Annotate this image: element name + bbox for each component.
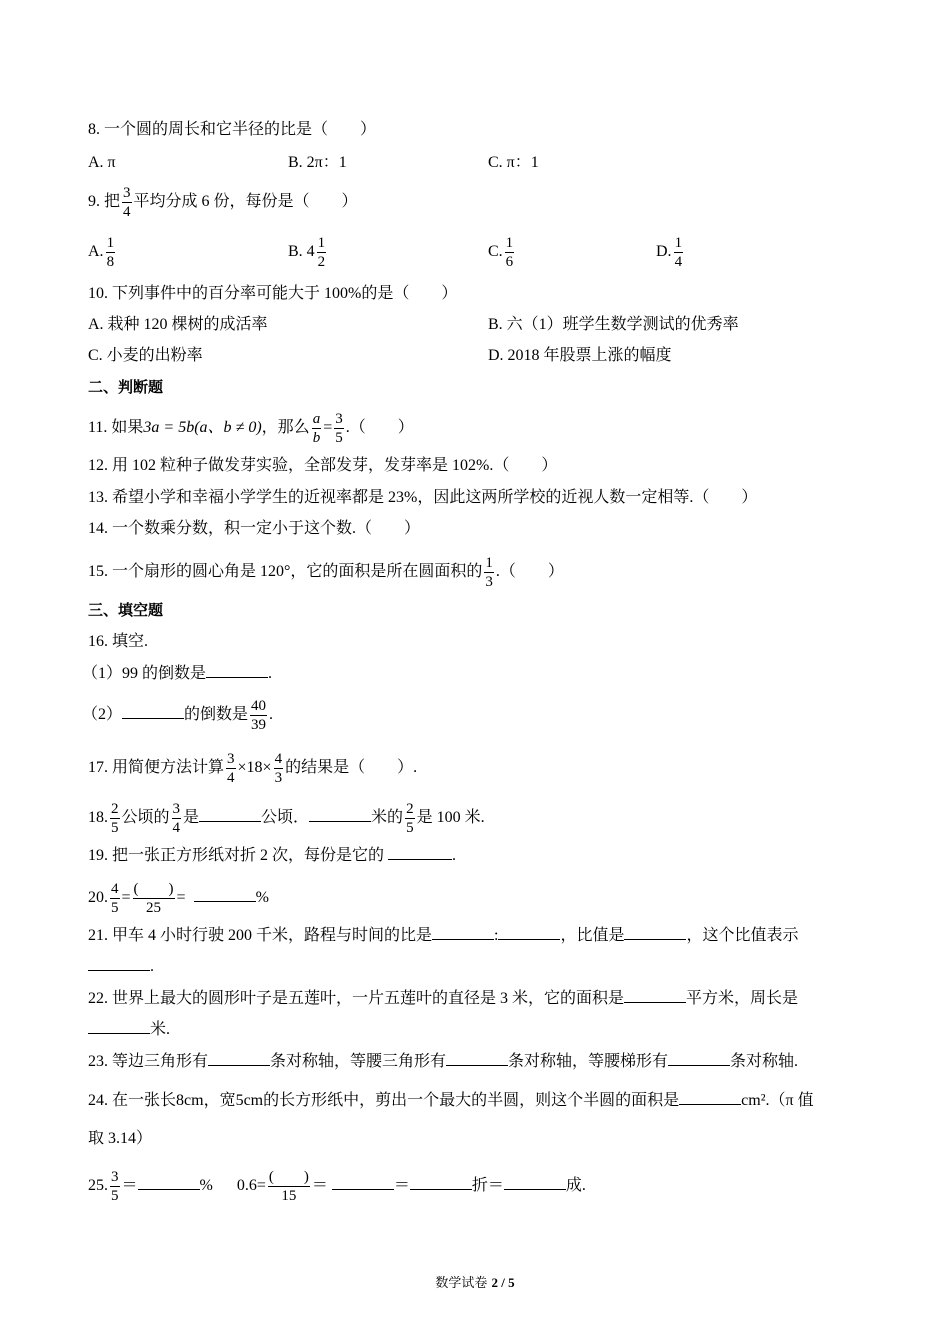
fraction: $\frac{1}{2}$	[317, 235, 326, 270]
question-15: 15. 一个扇形的圆心角是 120°，它的面积是所在圆面积的 $\frac{1}{3}$ .（ ）	[88, 555, 564, 590]
question-14: 14. 一个数乘分数，积一定小于这个数.（ ）	[88, 520, 421, 537]
answer-blank	[208, 1051, 270, 1066]
footer-label: 数学试卷	[435, 1276, 488, 1291]
answer-blank	[504, 1175, 566, 1190]
answer-blank	[624, 925, 686, 940]
fraction: $\frac{( )}{25}$	[133, 881, 174, 916]
page-footer	[0, 1272, 950, 1291]
question-13: 13. 希望小学和幸福小学学生的近视率都是 23%，因此这两所学校的近视人数一定相等.（ ）	[88, 489, 758, 506]
q9-option-c: C. $\frac{1}{6}$	[488, 235, 514, 270]
fraction: $\frac{4}{5}$	[111, 881, 119, 916]
q10-option-c: C. 小麦的出粉率	[88, 347, 203, 364]
question-16-part-2: （2） 的倒数是 $\frac{40}{39}$ .	[82, 698, 274, 733]
answer-blank	[498, 925, 560, 940]
answer-blank	[309, 807, 371, 822]
answer-blank	[122, 704, 184, 719]
fraction: $\frac{3}{4}$	[123, 185, 131, 220]
question-25: 25. $\frac{3}{5}$ ＝ % 0.6= $\frac{( )}{15}$ ＝ ＝ 折＝ 成.	[88, 1169, 586, 1204]
question-22-line-1: 22. 世界上最大的圆形叶子是五莲叶，一片五莲叶的直径是 3 米，它的面积是 平方米，周长是	[88, 990, 799, 1007]
q10-option-b: B. 六（1）班学生数学测试的优秀率	[488, 316, 739, 333]
answer-blank	[410, 1175, 472, 1190]
answer-blank	[679, 1090, 741, 1105]
question-24-line-1: 24. 在一张长8cm，宽5cm的长方形纸中，剪出一个最大的半圆，则这个半圆的面积是 cm².（π 值	[88, 1092, 814, 1109]
question-12: 12. 用 102 粒种子做发芽实验，全部发芽，发芽率是 102%.（ ）	[88, 457, 558, 474]
answer-blank	[88, 1019, 150, 1034]
fraction: $\frac{1}{3}$	[485, 555, 493, 590]
fraction: $\frac{1}{8}$	[106, 235, 115, 270]
q10-option-a: A. 栽种 120 棵树的成活率	[88, 316, 268, 333]
answer-blank	[206, 663, 268, 678]
answer-blank	[138, 1175, 200, 1190]
answer-blank	[668, 1051, 730, 1066]
question-23: 23. 等边三角形有 条对称轴，等腰三角形有 条对称轴，等腰梯形有 条对称轴.	[88, 1053, 799, 1070]
fraction: $\frac{40}{39}$	[251, 698, 267, 733]
question-22-line-2: 米.	[88, 1019, 170, 1040]
fraction: $\frac{1}{6}$	[505, 235, 514, 270]
section-heading-fill-blank: 三、填空题	[88, 601, 164, 619]
question-21-line-1: 21. 甲车 4 小时行驶 200 千米，路程与时间的比是 : ，比值是 ，这个比值表示	[88, 927, 799, 944]
answer-blank	[432, 925, 494, 940]
fraction: $\frac{4}{3}$	[274, 751, 283, 786]
fraction: $\frac{2}{5}$	[406, 801, 414, 836]
page-number: 2 / 5	[491, 1275, 515, 1290]
fraction: $\frac{3}{4}$	[172, 801, 181, 836]
q9-option-b: B. 4 $\frac{1}{2}$	[288, 235, 326, 270]
answer-blank	[446, 1051, 508, 1066]
q10-option-d: D. 2018 年股票上涨的幅度	[488, 347, 672, 364]
question-9-stem: 9. 把 $\frac{3}{4}$ 平均分成 6 份，每份是（ ）	[88, 185, 358, 220]
question-20: 20. $\frac{4}{5}$ = $\frac{( )}{25}$ = %	[88, 881, 269, 916]
question-18: 18. $\frac{2}{5}$ 公顷的 $\frac{3}{4}$ 是 公顷． 米的 $\frac{2}{5}$ 是 100 米.	[88, 801, 485, 836]
answer-blank	[388, 845, 452, 860]
fraction: $\frac{3}{5}$	[335, 411, 343, 446]
q8-option-b: B. 2π：1	[288, 154, 347, 171]
answer-blank	[332, 1175, 394, 1190]
question-10-stem: 10. 下列事件中的百分率可能大于 100%的是（ ）	[88, 285, 458, 302]
fraction: $\frac{a}{b}$	[312, 411, 321, 446]
q9-option-a: A. $\frac{1}{8}$	[88, 235, 115, 270]
section-heading-judgement: 二、判断题	[88, 378, 164, 396]
q8-option-a: A. π	[88, 154, 116, 171]
question-21-line-2: .	[88, 956, 154, 977]
fraction: $\frac{3}{4}$	[227, 751, 235, 786]
fraction: $\frac{( )}{15}$	[268, 1169, 309, 1204]
fraction: $\frac{1}{4}$	[674, 235, 683, 270]
answer-blank	[624, 988, 686, 1003]
question-16-stem: 16. 填空.	[88, 633, 149, 650]
question-11: 11. 如果3a = 5b(a、b ≠ 0)，那么 $\frac{a}{b}$ = $\frac{3}{5}$ .（ ）	[88, 411, 414, 446]
question-17: 17. 用简便方法计算 $\frac{3}{4}$ ×18× $\frac{4}{3}$ 的结果是（ ）.	[88, 751, 418, 786]
q9-option-d: D. $\frac{1}{4}$	[656, 235, 683, 270]
question-8-stem: 8. 一个圆的周长和它半径的比是（ ）	[88, 121, 377, 138]
answer-blank	[88, 956, 150, 971]
answer-blank	[199, 807, 261, 822]
question-24-line-2: 取 3.14）	[88, 1130, 153, 1147]
answer-blank	[194, 887, 256, 902]
fraction: $\frac{3}{5}$	[111, 1169, 119, 1204]
question-16-part-1: （1）99 的倒数是 .	[82, 665, 273, 682]
q8-option-c: C. π：1	[488, 154, 539, 171]
fraction: $\frac{2}{5}$	[111, 801, 119, 836]
question-19: 19. 把一张正方形纸对折 2 次，每份是它的 .	[88, 847, 457, 864]
